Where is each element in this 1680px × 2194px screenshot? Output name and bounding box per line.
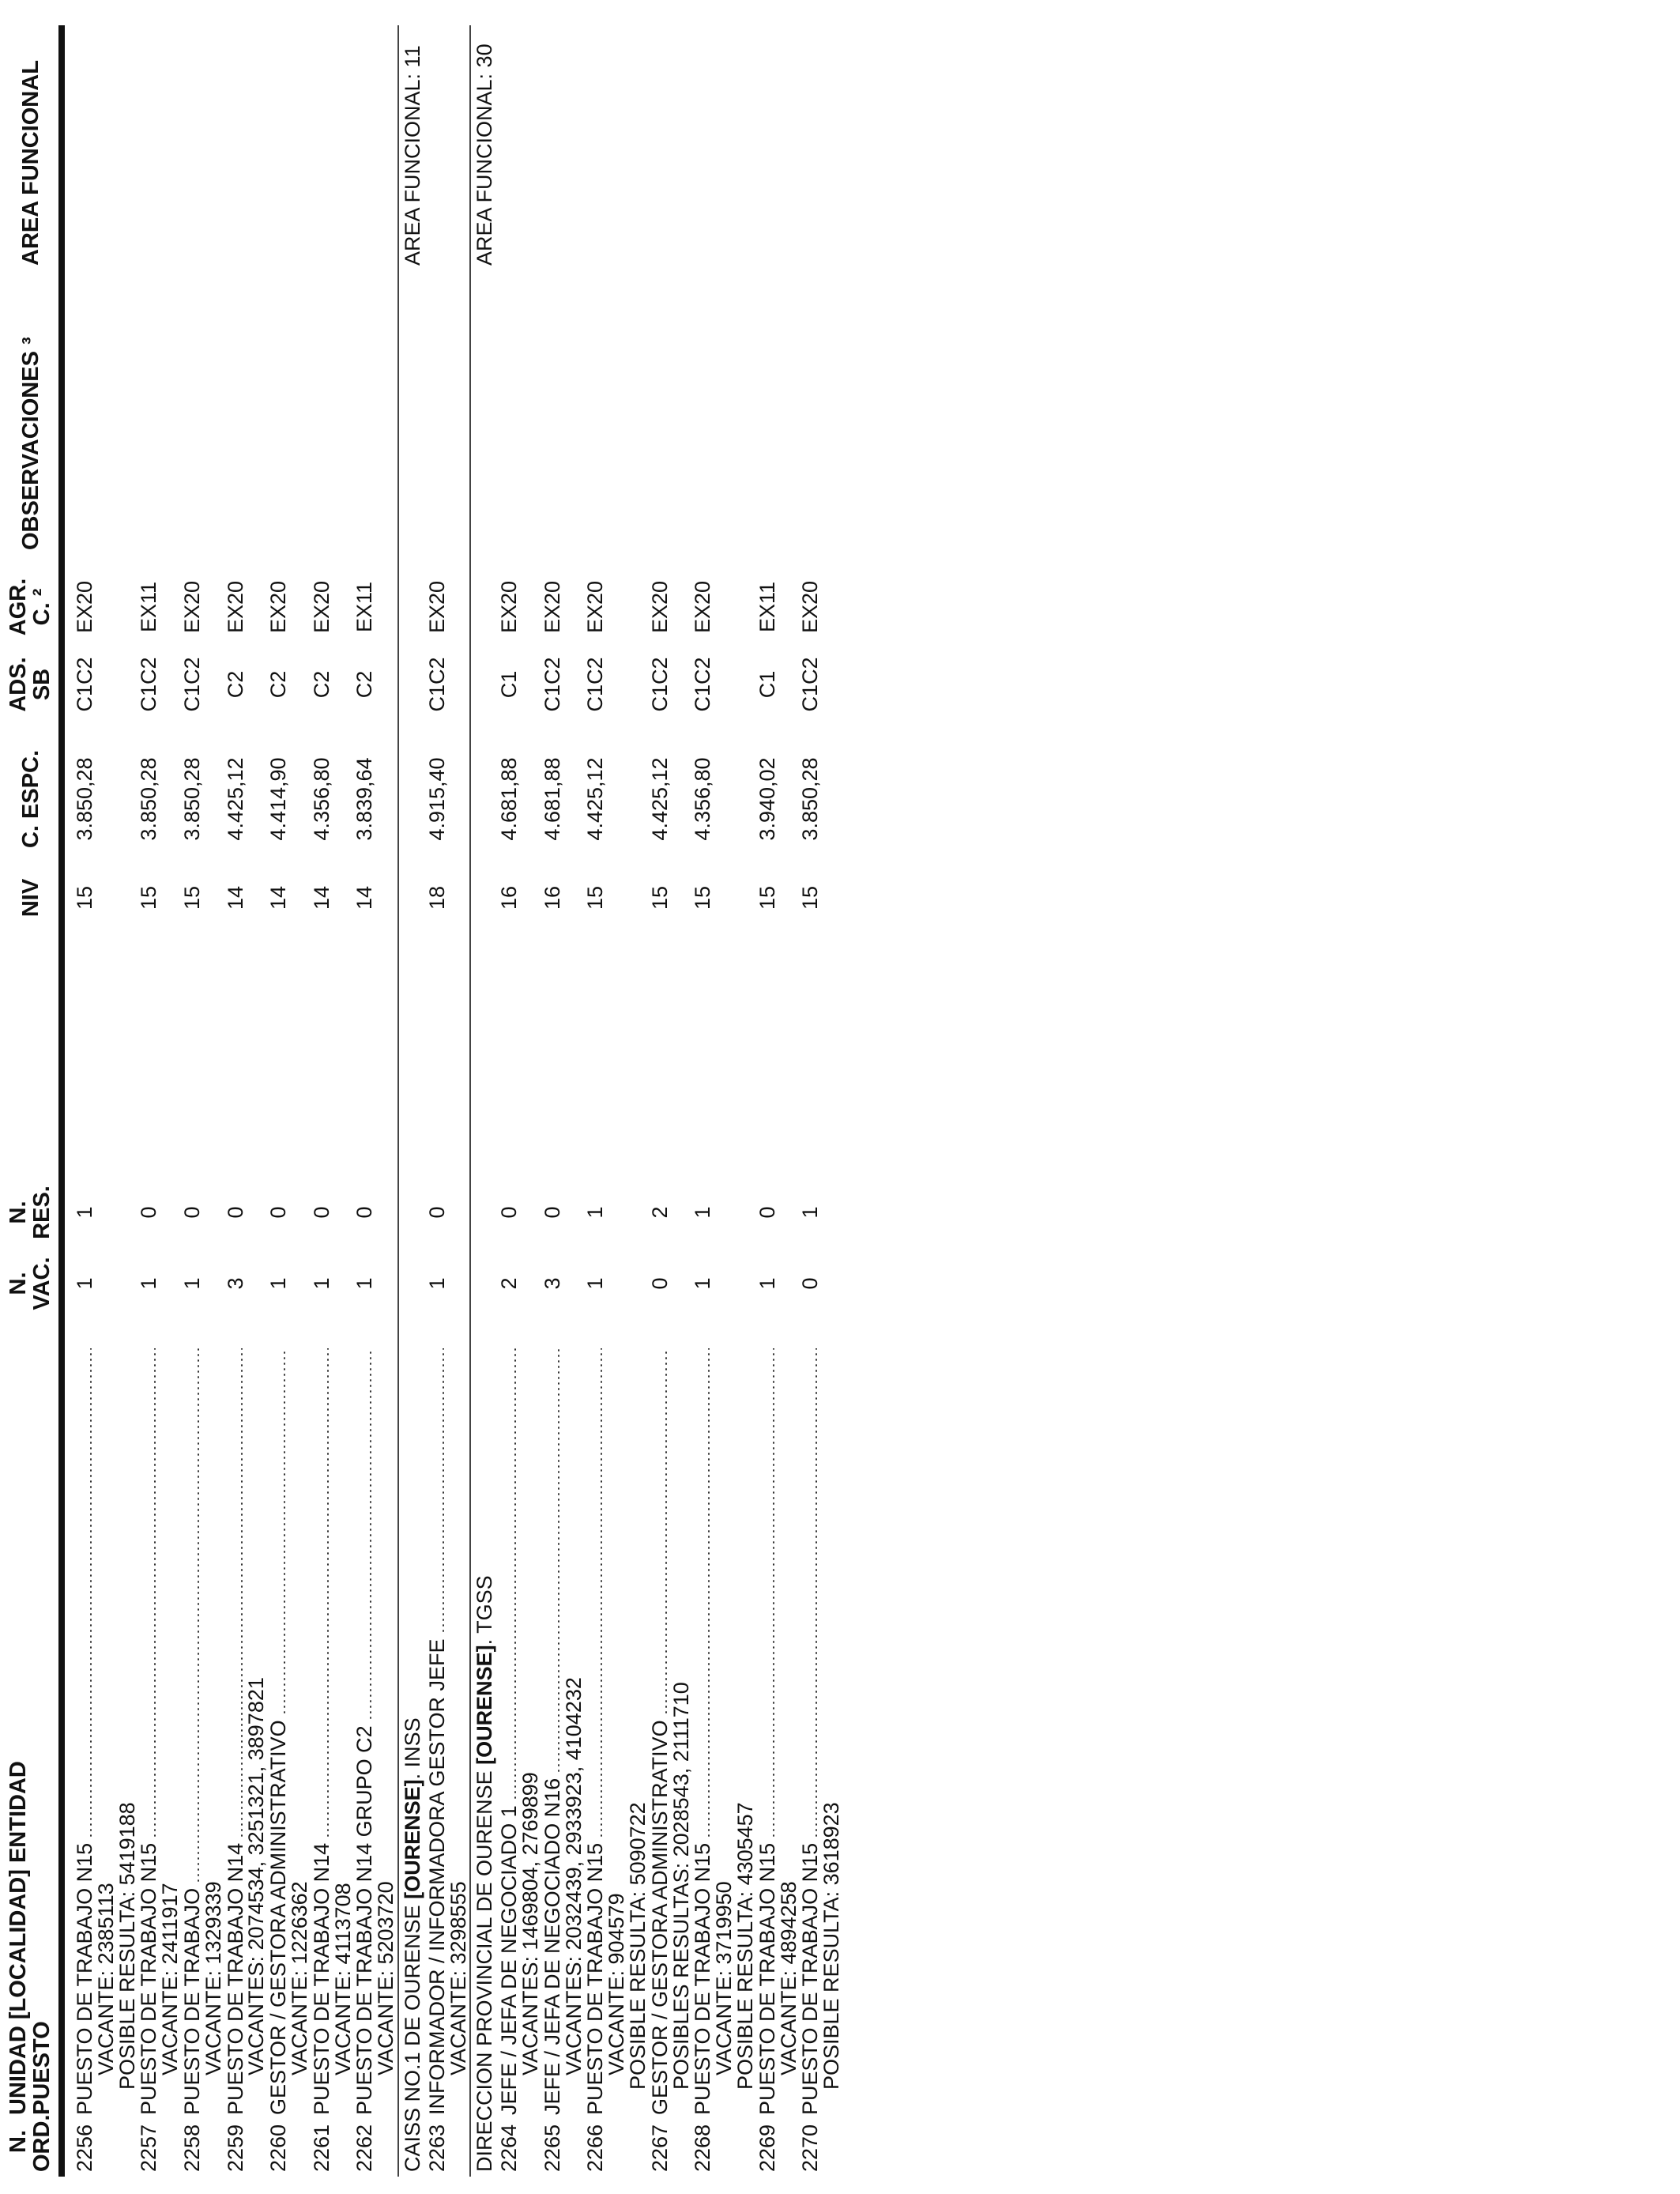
c-espc-value: 3.940,02 — [755, 757, 779, 841]
row-number: 2263 — [424, 2124, 449, 2172]
row-detail: VACANTE: 3719950 — [712, 1881, 736, 2075]
puesto-name: GESTOR / GESTORA ADMINISTRATIVO — [647, 1720, 672, 2115]
puesto-name: PUESTO DE TRABAJO N15 — [137, 1842, 161, 2115]
row-number: 2270 — [798, 2124, 823, 2172]
header-niv: NIV — [18, 878, 43, 918]
header-area-funcional: AREA FUNCIONAL — [18, 60, 43, 266]
n-vac-value: 1 — [73, 1277, 96, 1290]
leader-dots — [601, 1348, 602, 1838]
n-vac-value: 2 — [497, 1277, 522, 1290]
header-n-vac-1: N. — [6, 1272, 31, 1295]
c-espc-value: 4.681,88 — [497, 757, 522, 841]
agr-c-value: EX20 — [497, 580, 522, 634]
leader-dots — [154, 1348, 156, 1838]
c-espc-value: 3.850,28 — [73, 757, 96, 841]
puesto-name: PUESTO DE TRABAJO N15 — [798, 1842, 823, 2115]
n-vac-value: 3 — [223, 1277, 247, 1290]
leader-dots — [816, 1348, 817, 1838]
row-detail: VACANTE: 1226362 — [288, 1881, 311, 2075]
header-observaciones: OBSERVACIONES ³ — [18, 337, 43, 550]
row-detail: VACANTE: 4113708 — [330, 1883, 355, 2075]
n-vac-value: 1 — [424, 1277, 449, 1290]
row-detail: VACANTE: 2411917 — [158, 1883, 183, 2075]
agr-c-value: EX11 — [352, 581, 377, 633]
n-res-value: 0 — [309, 1206, 333, 1219]
puesto-name: PUESTO DE TRABAJO N14 GRUPO C2 — [352, 1725, 377, 2115]
puesto-name: PUESTO DE TRABAJO N14 — [309, 1842, 333, 2115]
n-vac-value: 1 — [755, 1277, 779, 1290]
agr-c-value: EX20 — [424, 580, 449, 634]
ads-sb-value: C1C2 — [424, 657, 449, 712]
unit-entity: . TGSS — [473, 1575, 497, 1646]
niv-value: 15 — [755, 885, 779, 910]
niv-value: 14 — [352, 885, 377, 910]
n-res-value: 0 — [266, 1206, 291, 1219]
row-detail: VACANTES: 1469804, 2769899 — [518, 1772, 542, 2075]
row-number: 2267 — [647, 2124, 672, 2172]
header-ads-sb-2: SB — [29, 668, 55, 701]
n-vac-value: 0 — [798, 1277, 823, 1290]
n-vac-value: 1 — [583, 1277, 608, 1290]
leader-dots — [198, 1348, 199, 1883]
row-number: 2268 — [691, 2124, 715, 2172]
n-res-value: 1 — [798, 1206, 823, 1219]
n-res-value: 1 — [583, 1206, 608, 1219]
agr-c-value: EX20 — [180, 580, 204, 634]
header-n-ord-1: N. — [6, 2130, 31, 2153]
header-n-ord-2: ORD. — [29, 2114, 55, 2172]
row-detail: VACANTE: 2385113 — [93, 1883, 118, 2075]
row-number: 2262 — [352, 2124, 377, 2172]
ads-sb-value: C1 — [497, 670, 522, 699]
c-espc-value: 4.356,80 — [309, 757, 333, 841]
ads-sb-value: C1C2 — [137, 657, 161, 712]
puesto-name: INFORMADOR / INFORMADORA GESTOR JEFE — [424, 1638, 449, 2115]
c-espc-value: 4.425,12 — [647, 757, 672, 841]
ads-sb-value: C2 — [309, 670, 333, 699]
agr-c-value: EX20 — [540, 580, 564, 634]
n-res-value: 0 — [755, 1206, 779, 1219]
row-number: 2259 — [223, 2124, 247, 2172]
row-detail: VACANTE: 1329339 — [201, 1881, 225, 2075]
niv-value: 14 — [223, 885, 247, 910]
ads-sb-value: C1C2 — [691, 657, 715, 712]
agr-c-value: EX20 — [266, 580, 291, 634]
row-number: 2257 — [137, 2124, 161, 2172]
unit-locality: [OURENSE] — [473, 1645, 497, 1765]
niv-value: 16 — [497, 885, 522, 910]
row-detail: VACANTE: 5203720 — [374, 1881, 398, 2075]
n-res-value: 2 — [647, 1206, 672, 1219]
row-detail: VACANTES: 2032439, 2933923, 4104232 — [561, 1677, 586, 2075]
c-espc-value: 4.356,80 — [691, 757, 715, 841]
c-espc-value: 3.839,64 — [352, 757, 377, 841]
unit-entity: . INSS — [401, 1717, 424, 1780]
agr-c-value: EX20 — [73, 580, 96, 634]
niv-value: 14 — [266, 885, 291, 910]
n-res-value: 0 — [540, 1206, 564, 1219]
n-res-value: 0 — [223, 1206, 247, 1219]
n-vac-value: 1 — [266, 1277, 291, 1290]
leader-dots — [443, 1348, 444, 1634]
n-res-value: 1 — [691, 1206, 715, 1219]
leader-dots — [90, 1348, 92, 1838]
puesto-name: PUESTO DE TRABAJO N15 — [73, 1842, 96, 2115]
leader-dots — [327, 1348, 329, 1838]
c-espc-value: 4.425,12 — [583, 757, 608, 841]
agr-c-value: EX20 — [647, 580, 672, 634]
unit-name: CAISS NO.1 DE OURENSE — [401, 1898, 424, 2172]
niv-value: 16 — [540, 885, 564, 910]
c-espc-value: 4.414,90 — [266, 757, 291, 841]
ads-sb-value: C1C2 — [180, 657, 204, 712]
header-puesto: PUESTO — [29, 2021, 55, 2115]
leader-dots — [773, 1348, 774, 1838]
row-number: 2264 — [497, 2124, 522, 2172]
header-c-espc-main: C. ESPC. — [18, 749, 43, 849]
header-agr-c-2: C. ² — [29, 588, 55, 626]
niv-value: 15 — [691, 885, 715, 910]
leader-dots — [708, 1348, 710, 1838]
row-number: 2269 — [755, 2124, 779, 2172]
agr-c-value: EX20 — [798, 580, 823, 634]
row-detail: POSIBLE RESULTA: 3618923 — [819, 1802, 844, 2090]
header-rule — [58, 25, 65, 2177]
c-espc-value: 4.915,40 — [424, 757, 449, 841]
ads-sb-value: C1C2 — [540, 657, 564, 712]
n-res-value: 0 — [137, 1206, 161, 1219]
row-detail: VACANTES: 2074534, 3251321, 3897821 — [244, 1677, 269, 2075]
header-ads-sb-1: ADS. — [6, 657, 31, 712]
header-unidad: UNIDAD [LOCALIDAD] ENTIDAD — [6, 1761, 31, 2115]
unit-name: DIRECCION PROVINCIAL DE OURENSE — [473, 1764, 497, 2172]
c-espc-value: 4.425,12 — [223, 757, 247, 841]
niv-value: 15 — [647, 885, 672, 910]
ads-sb-value: C1C2 — [73, 657, 96, 712]
leader-dots — [284, 1348, 285, 1715]
agr-c-value: EX11 — [755, 581, 779, 633]
row-detail: POSIBLES RESULTAS: 2028543, 2111710 — [669, 1682, 693, 2090]
section-rule-left — [397, 1363, 399, 2177]
ads-sb-value: C2 — [352, 670, 377, 699]
puesto-name: PUESTO DE TRABAJO — [180, 1887, 204, 2115]
agr-c-value: EX11 — [137, 581, 161, 633]
unit-heading — [401, 1717, 424, 2172]
unit-locality: [OURENSE] — [401, 1779, 424, 1899]
c-espc-value: 3.850,28 — [180, 757, 204, 841]
area-funcional: AREA FUNCIONAL: 11 — [401, 45, 424, 266]
niv-value: 15 — [137, 885, 161, 910]
row-number: 2256 — [73, 2124, 96, 2172]
niv-value: 15 — [583, 885, 608, 910]
n-res-value: 0 — [352, 1206, 377, 1219]
header-agr-c-1: AGR. — [6, 578, 31, 636]
niv-value: 15 — [180, 885, 204, 910]
agr-c-value: EX20 — [223, 580, 247, 634]
leader-dots — [558, 1348, 559, 1774]
c-espc-value: 4.681,88 — [540, 757, 564, 841]
header-n-res-2: RES. — [29, 1186, 55, 1239]
ads-sb-value: C2 — [223, 670, 247, 699]
header-n-res-1: N. — [6, 1201, 31, 1224]
n-vac-value: 3 — [540, 1277, 564, 1290]
c-espc-value: 3.850,28 — [798, 757, 823, 841]
c-espc-value: 3.850,28 — [137, 757, 161, 841]
agr-c-value: EX20 — [583, 580, 608, 634]
leader-dots — [241, 1348, 243, 1838]
section-rule — [469, 25, 471, 1364]
puesto-name: PUESTO DE TRABAJO N15 — [691, 1842, 715, 2115]
leader-dots — [514, 1348, 516, 1800]
niv-value: 15 — [798, 885, 823, 910]
n-vac-value: 1 — [352, 1277, 377, 1290]
puesto-name: JEFE / JEFA DE NEGOCIADO 1 — [497, 1805, 522, 2115]
niv-value: 14 — [309, 885, 333, 910]
n-res-value: 0 — [180, 1206, 204, 1219]
row-detail: POSIBLE RESULTA: 5419188 — [115, 1802, 139, 2090]
puesto-name: PUESTO DE TRABAJO N15 — [583, 1842, 608, 2115]
row-detail: POSIBLE RESULTA: 4305457 — [733, 1802, 757, 2090]
puesto-name: GESTOR / GESTORA ADMINISTRATIVO — [266, 1720, 291, 2115]
n-res-value: 0 — [424, 1206, 449, 1219]
n-vac-value: 1 — [691, 1277, 715, 1290]
niv-value: 15 — [73, 885, 96, 910]
row-number: 2265 — [540, 2124, 564, 2172]
ads-sb-value: C1C2 — [583, 657, 608, 712]
section-rule-left — [469, 1363, 471, 2177]
agr-c-value: EX20 — [691, 580, 715, 634]
ads-sb-value: C1C2 — [798, 657, 823, 712]
puesto-name: PUESTO DE TRABAJO N15 — [755, 1842, 779, 2115]
puesto-name: JEFE / JEFA DE NEGOCIADO N16 — [540, 1777, 564, 2115]
n-res-value: 1 — [73, 1206, 96, 1219]
header-n-vac-2: VAC. — [29, 1257, 55, 1310]
ads-sb-value: C1C2 — [647, 657, 672, 712]
unit-heading — [473, 1575, 496, 2172]
puesto-name: PUESTO DE TRABAJO N14 — [223, 1842, 247, 2115]
n-vac-value: 1 — [137, 1277, 161, 1290]
row-number: 2260 — [266, 2124, 291, 2172]
agr-c-value: EX20 — [309, 580, 333, 634]
row-detail: VACANTE: 3298555 — [446, 1881, 470, 2075]
n-vac-value: 0 — [647, 1277, 672, 1290]
n-vac-value: 1 — [309, 1277, 333, 1290]
row-detail: POSIBLE RESULTA: 5090722 — [626, 1802, 650, 2090]
leader-dots — [665, 1348, 667, 1715]
n-res-value: 0 — [497, 1206, 522, 1219]
niv-value: 18 — [424, 885, 449, 910]
leader-dots — [370, 1348, 371, 1721]
area-funcional: AREA FUNCIONAL: 30 — [473, 43, 497, 266]
row-number: 2261 — [309, 2124, 333, 2172]
ads-sb-value: C1 — [755, 670, 779, 699]
row-number: 2258 — [180, 2124, 204, 2172]
ads-sb-value: C2 — [266, 670, 291, 699]
n-vac-value: 1 — [180, 1277, 204, 1290]
row-number: 2266 — [583, 2124, 608, 2172]
row-detail: VACANTE: 4894258 — [776, 1881, 800, 2075]
row-detail: VACANTE: 904579 — [605, 1893, 629, 2075]
section-rule — [397, 25, 399, 1364]
